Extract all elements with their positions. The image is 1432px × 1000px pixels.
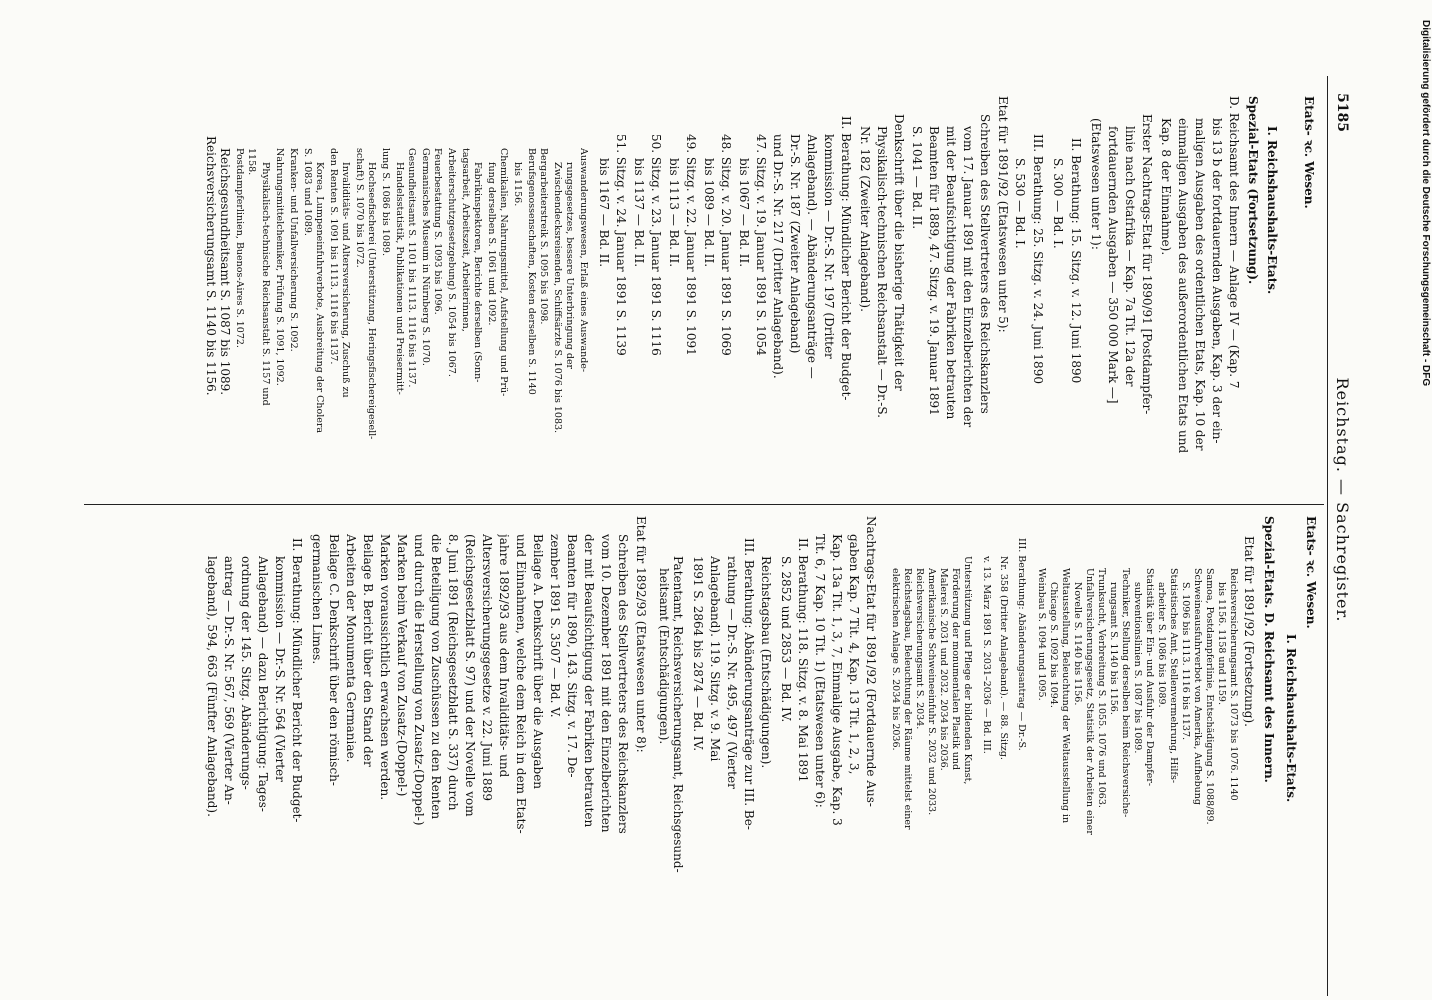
header-rule xyxy=(1327,76,1328,996)
right-line: gaben Kap. 7 Tit. 4, Kap. 13 Tit. 1, 2, 3, xyxy=(847,534,861,775)
left-line: Etats- ꝛc. Wesen. xyxy=(1302,96,1316,209)
right-line: rungsamt S. 1140 bis 1156. xyxy=(1108,582,1119,715)
left-line: vom 17. Januar 1891 mit den Einzelberichten der xyxy=(961,126,975,428)
right-line: ordnung der 145. Sitzg. Abänderungs- xyxy=(239,556,253,790)
left-line: bis 1113 — Bd. II. xyxy=(667,158,681,268)
digitization-credit xyxy=(1419,20,1432,990)
right-line: Marken voraussichtlich erwachsen werden. xyxy=(378,534,392,801)
right-line: Arbeiten der Monumenta Germaniae. xyxy=(344,534,358,763)
right-line: (Reichsgesetzblatt S. 97) und der Novelle vom xyxy=(463,534,477,817)
right-line: Unterstützung und Pflege der bildenden Kunst, xyxy=(962,556,973,785)
left-line: schaft) S. 1070 bis 1072. xyxy=(354,148,365,268)
right-line: Unfallversicherungsgesetz, Statistik der Arbeiten einer xyxy=(1084,568,1095,835)
right-line: 1891 S. 2864 bis 2874 — Bd. IV. xyxy=(691,556,705,752)
right-line: Altersversicherungsgesetze v. 22. Juni 1889 xyxy=(480,534,494,801)
right-line: Beilage C. Denkschrift über den römisch- xyxy=(327,534,341,786)
left-line: den Renten S. 1091 bis 1113. 1116 bis 1137. xyxy=(328,148,339,365)
left-line: Reichsgesundheitsamt S. 1087 bis 1089. xyxy=(218,148,232,396)
right-line: Reichstagsbau (Entschädigungen). xyxy=(759,556,773,769)
right-line: Etat für 1892/93 (Etatswesen unter 8): xyxy=(634,516,648,753)
right-line: Schweineausfuhrverbot von Amerika, Aufhebung xyxy=(1192,568,1203,805)
right-line: germanischen Limes. xyxy=(310,534,324,665)
right-line: Förderung der monumentalen Plastik und xyxy=(950,568,961,771)
left-line: Kranken- und Unfallversicherung S. 1092. xyxy=(288,148,299,352)
right-line: zember 1891 S. 3507 — Bd. V. xyxy=(548,534,562,718)
right-line: Nachtrags-Etat für 1891/92 (Fortdauernde Aus- xyxy=(864,516,878,807)
right-line: und Einnahmen, welche dem Reich in dem Etats- xyxy=(514,534,528,834)
left-line: Korea, Lumpeneinfuhrverbote, Ausbreitung der Cholera xyxy=(314,162,325,434)
left-line: Reichsversicherungsamt S. 1140 bis 1156. xyxy=(204,136,218,396)
right-line: jahre 1892/93 aus dem Invaliditäts- und xyxy=(497,534,511,778)
left-line: S. 1041 — Bd. II. xyxy=(910,126,924,230)
left-line: Gesundheitsamt S. 1101 bis 1113. 1116 bis 1137. xyxy=(406,148,417,388)
left-line: einmaligen Ausgaben des außerordentlichen Etats und xyxy=(1176,118,1190,454)
left-line: bis 1067 — Bd. II. xyxy=(737,158,751,268)
right-line: Schreiben des Stellvertreters des Reichskanzlers xyxy=(616,534,630,834)
right-line: Samoa, Postdampferlinie, Entschädigung S. 1088/89. xyxy=(1204,568,1215,825)
right-line: arbeiter S. 1086 bis 1089. xyxy=(1156,582,1167,708)
right-line: Reichstagsbau, Beleuchtung der Räume mittelst einer xyxy=(902,568,913,830)
right-line: Malerei S. 2031 und 2032. 2034 bis 2036. xyxy=(938,568,949,771)
right-line: Statistisches Amt, Stellenvermehrung, Hilfs- xyxy=(1168,568,1179,784)
right-line: Beamten für 1890, 143. Sitzg. v. 17. De- xyxy=(565,534,579,778)
left-line: mit der Beaufsichtigung der Fabriken betrauten xyxy=(944,126,958,420)
left-line: bis 1137 — Bd. II. xyxy=(632,158,646,268)
right-line: III. Berathung: Abänderungsanträge zur III. Be- xyxy=(742,538,756,830)
left-line: Auswanderungswesen, Erlaß eines Auswande- xyxy=(578,148,589,373)
left-line: kommission — Dr.-S. Nr. 197 (Dritter xyxy=(822,134,836,359)
left-line: fung derselben S. 1061 und 1092. xyxy=(486,162,497,326)
right-line: III. Berathung: Abänderungsantrag — Dr.-S. xyxy=(1016,538,1027,751)
left-line: 47. Sitzg. v. 19. Januar 1891 S. 1054 xyxy=(754,134,768,356)
left-line: bis 1089 — Bd. II. xyxy=(702,158,716,268)
right-line: bis 1156. 1158 und 1159. xyxy=(1216,582,1227,705)
right-line: Etat für 1891/92 (Fortsetzung). xyxy=(1242,536,1256,727)
left-line: und Dr.-S. Nr. 217 (Dritter Anlageband). xyxy=(771,134,785,379)
left-line: Invaliditäts- und Altersversicherung, Zuschuß zu xyxy=(340,162,351,398)
left-line: Zwischendecksreisenden, Schiffsärzte S. 1076 bis 1083. xyxy=(552,162,563,434)
left-line: Germanisches Museum in Nürnberg S. 1070. xyxy=(420,148,431,366)
right-line: Weltausstellung, Beleuchtung der Weltausstellung in xyxy=(1060,568,1071,824)
right-line: Reichsversicherungsamt S. 2034. xyxy=(914,568,925,730)
left-line: 49. Sitzg. v. 22. Januar 1891 S. 1091 xyxy=(684,134,698,356)
right-line: Beilage A. Denkschrift über die Ausgaben xyxy=(531,534,545,790)
right-line: die Beteiligung von Zuschüssen zu den Renten xyxy=(429,534,443,820)
left-line: Nahrungsmittelchemiker, Prüfung S. 1091, 1092. xyxy=(274,148,285,386)
left-line: Etat für 1891/92 (Etatswesen unter 5): xyxy=(996,96,1010,333)
right-line: Anlageband). 119. Sitzg. v. 9. Mai xyxy=(708,556,722,762)
right-line: Tit. 6, 7 Kap. 10 Tit. 1) (Etatswesen unter 6): xyxy=(813,534,827,808)
right-line: 8. Juni 1891 (Reichsgesetzblatt S. 337) durch xyxy=(446,534,460,811)
right-line: Nr. 358 (Dritter Anlageband). — 88. Sitzg. xyxy=(998,556,1009,760)
left-line: S. 300 — Bd. I. xyxy=(1051,158,1065,249)
right-line: elektrischen Anlage S. 2034 bis 2036. xyxy=(890,568,901,751)
left-line: bis 13 b der fortdauernden Ausgaben, Kap. 3 der ein- xyxy=(1210,118,1224,444)
left-line: Feuerbestattung S. 1093 bis 1096. xyxy=(432,148,443,315)
right-line: Statistik über Ein- und Ausfuhr der Dampfer- xyxy=(1144,568,1155,787)
left-line: Schreiben des Stellvertreters des Reichskanzlers xyxy=(978,114,992,414)
right-line: Spezial-Etats. D. Reichsamt des Innern. xyxy=(1262,516,1276,783)
left-line: Denkschrift über die bisherige Thätigkeit der xyxy=(892,114,906,391)
running-title: Reichstag. — Sachregister. xyxy=(1333,377,1352,623)
right-line: rathung — Dr.-S. Nr. 495, 497 (Vierter xyxy=(725,556,739,789)
left-line: maligen Ausgaben des ordentlichen Etats, Kap. 10 der xyxy=(1193,118,1207,451)
left-line: bis 1156. xyxy=(512,162,523,207)
left-line: 51. Sitzg. v. 24. Januar 1891 S. 1139 xyxy=(614,134,628,356)
column-divider xyxy=(84,504,1324,505)
right-line: S. 1096 bis 1113. 1116 bis 1137. xyxy=(1180,582,1191,741)
left-line: (Etatswesen unter 1): xyxy=(1089,118,1103,250)
right-line: Kap. 13a Tit. 1, 3, 7, Einmalige Ausgabe, Kap. 3 xyxy=(830,534,844,826)
left-line: D. Reichsamt des Innern — Anlage IV — (Kap. 7 xyxy=(1227,96,1241,389)
left-line: lung S. 1086 bis 1089. xyxy=(380,148,391,256)
page-number: 5185 xyxy=(1334,93,1350,132)
left-line: S. 1083 und 1089. xyxy=(302,148,313,236)
left-line: bis 1167 — Bd. II. xyxy=(597,158,611,268)
left-line: fortdauernden Ausgaben — 350 000 Mark —] xyxy=(1106,126,1120,404)
left-line: Bergarbeiterstreik S. 1095 bis 1098. xyxy=(538,148,549,325)
right-line: Marken beim Verkauf von Zusatz-(Doppel-) xyxy=(395,534,409,797)
left-line: Arbeiterschutzgesetzgebung) S. 1054 bis 1067. xyxy=(446,148,457,377)
left-line: III. Berathung: 25. Sitzg. v. 24. Juni 1890 xyxy=(1031,134,1045,384)
right-line: subventionslinien S. 1087 bis 1089. xyxy=(1132,582,1143,754)
left-line: S. 530 — Bd. I. xyxy=(1013,158,1027,249)
right-line: Amerikanische Schweineeinfuhr S. 2032 und 2033. xyxy=(926,568,937,816)
left-line: Anlageband). — Abänderungsanträge — xyxy=(805,134,819,379)
left-line: Postdampferlinien, Buenos-Aires S. 1072. xyxy=(234,148,245,348)
right-line: Chicago S. 1092 bis 1094. xyxy=(1048,582,1059,708)
right-line: Patentamt, Reichsversicherungsamt, Reichsgesund- xyxy=(671,556,685,873)
right-line: S. 2852 und 2853 — Bd. IV. xyxy=(779,556,793,723)
left-line: II. Berathung: Mündlicher Bericht der Budget- xyxy=(839,116,853,401)
right-line: v. 13. März 1891 S. 2031–2036 — Bd. III. xyxy=(981,556,992,754)
left-line: Chemikalien, Nahrungsmittel, Aufstellung und Prü- xyxy=(498,148,509,397)
right-line: II. Berathung: Mündlicher Bericht der Budget- xyxy=(290,538,304,823)
left-line: I. Reichshaushalts-Etats. xyxy=(1265,126,1279,295)
left-line: linie nach Ostafrika — Kap. 7a Tit. 12a der xyxy=(1123,126,1137,387)
right-line: Etats- ꝛc. Wesen. xyxy=(1304,516,1318,629)
left-line: Hochseefischerei (Unterstützung, Heringsfischereigesell- xyxy=(366,162,377,440)
right-line: antrag — Dr.-S. Nr. 567, 569 (Vierter An- xyxy=(222,556,236,805)
left-line: 50. Sitzg. v. 23. Januar 1891 S. 1116 xyxy=(649,134,663,356)
right-line: heitsamt (Entschädigungen). xyxy=(657,568,671,745)
left-line: 48. Sitzg. v. 20. Januar 1891 S. 1069 xyxy=(719,134,733,356)
right-line: Trunksucht, Verbreitung S. 1055. 1076 und 1063. xyxy=(1096,568,1107,808)
left-line: Nr. 182 (Zweiter Anlageband). xyxy=(858,126,872,312)
left-line: Dr.-S. Nr. 187 (Zweiter Anlageband) xyxy=(788,134,802,354)
right-line: lageband), 594, 663 (Fünfter Anlageband). xyxy=(205,556,219,817)
left-line: Spezial-Etats (Fortsetzung). xyxy=(1246,96,1260,285)
left-line: Beamten für 1889, 47. Sitzg. v. 19. Januar 1891 xyxy=(927,126,941,416)
left-line: Physikalisch-technischen Reichsanstalt — Dr.-S. xyxy=(875,126,889,418)
right-line: Techniker, Stellung derselben beim Reichsversiche- xyxy=(1120,568,1131,818)
left-line: Physikalisch-technische Reichsanstalt S. 1157 und xyxy=(260,162,271,406)
left-line: Erster Nachtrags-Etat für 1890/91 [Postdampfer- xyxy=(1140,114,1154,415)
right-line: der mit Beaufsichtigung der Fabriken betrauten xyxy=(582,534,596,828)
digitization-credit-text: Digitalisierung gefördert durch die Deutsche Forschungsgemeinschaft - DFG xyxy=(1420,20,1431,387)
left-line: tagsarbeit, Arbeitszeit, Arbeiterinnen, xyxy=(460,148,471,332)
right-line: kommission — Dr.-S. Nr. 564 (Vierter xyxy=(273,556,287,782)
left-line: 1158. xyxy=(246,148,257,176)
right-line: Anlageband) — dazu Berichtigung: Tages- xyxy=(256,556,270,812)
left-line: Kap. 8 der Einnahme). xyxy=(1159,118,1173,256)
right-line: I. Reichshaushalts-Etats. xyxy=(1284,634,1298,803)
left-line: Berufsgenossenschaften, Kosten derselben S. 1140 xyxy=(526,148,537,395)
left-line: Fabrikinspektoren, Berichte derselben (Sonn- xyxy=(472,162,483,383)
right-line: Weinbau S. 1094 und 1095. xyxy=(1036,568,1047,701)
left-line: rungsgesetzes, bessere Unterbringung der xyxy=(564,162,575,370)
right-line: II. Berathung: 118. Sitzg. v. 8. Mai 1891 xyxy=(796,538,810,783)
right-line: und durch die Herstellung von Zusatz-(Doppel-) xyxy=(412,534,426,826)
right-line: Novelle S. 1140 bis 1156. xyxy=(1072,582,1083,706)
right-line: Beilage B. Bericht über den Stand der xyxy=(361,534,375,767)
right-line: Reichsversicherungsamt S. 1073 bis 1076. 1140 xyxy=(1228,568,1239,801)
left-line: Handelsstatistik, Publikationen und Preisermitt- xyxy=(394,162,405,395)
right-line: vom 10. Dezember 1891 mit den Einzelberichten xyxy=(599,534,613,833)
left-line: II. Berathung: 15. Sitzg. v. 12. Juni 1890 xyxy=(1069,138,1083,384)
